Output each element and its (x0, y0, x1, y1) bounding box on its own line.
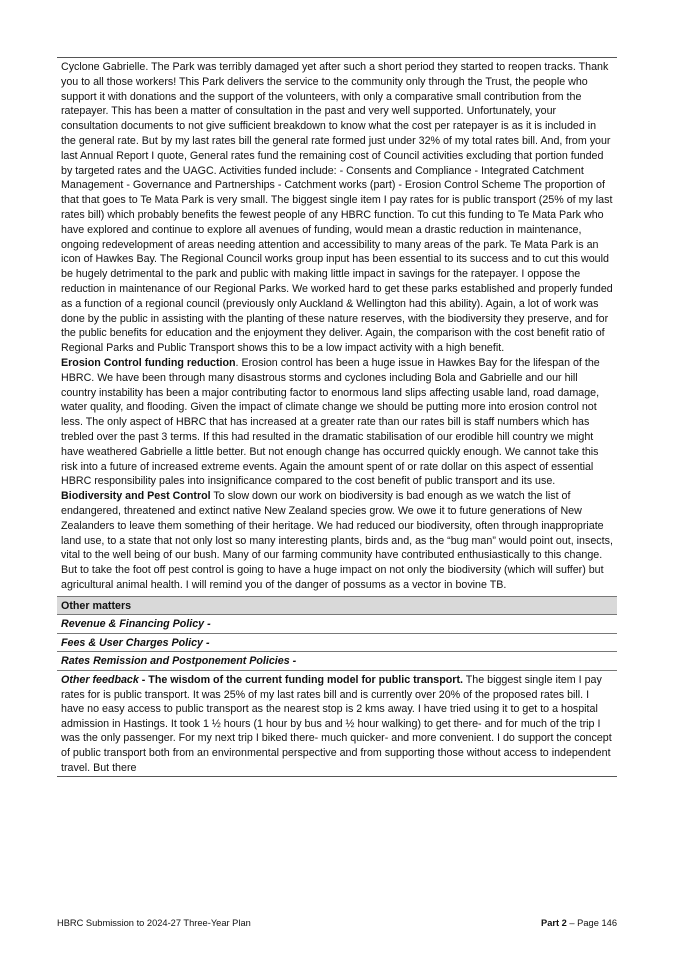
feedback-heading: - The wisdom of the current funding model for public transport. (138, 674, 463, 687)
erosion-heading: Erosion Control funding reduction (61, 356, 236, 369)
document-page (57, 57, 617, 777)
footer-part: Part 2 (541, 918, 567, 928)
feedback-text: The biggest single item I pay rates for is public transport. It was 25% of my last rates bill and is currently over 20% of the proposed rates bill. I have no easy access to public transport as the nearest stop is 2 kms away. I have tried using it to get to a hospital admission in Hastings. It took 1 ½ hours (1 hour by bus and ½ hour walking) to get there- and for much of the trip I was the only passenger. For my next trip I biked there- much quicker- and more convenient. I do support the concept of public transport both from an environmental perspective and from supporting those without access to independent travel. But there (61, 674, 612, 774)
body-paragraph-parks (61, 60, 613, 356)
bottom-rule (57, 776, 617, 777)
page-footer (57, 918, 617, 928)
table-row-fees-policy: Fees & User Charges Policy - (57, 633, 617, 652)
table-row-other-feedback (57, 670, 617, 776)
biodiversity-text: To slow down our work on biodiversity is bad enough as we watch the list of endangered, threatened and extinct native New Zealand species grow. We owe it to future generations of New Zealanders to leave them something of their heritage. We had reduced our biodiversity, often through inappropriate land use, to a state that not only lost so many interesting plants, birds and, as the “bug man” would point out, insects, vital to the well being of our bush. Many of our farming community have contributed enthusiastically to this change. But to take the foot off pest control is going to have a huge impact on not only the biodiversity (which will suffer) but agricultural animal health. I will remind you of the danger of possums as a vector in bovine TB. (61, 490, 613, 591)
table-row-revenue-policy: Revenue & Financing Policy - (57, 614, 617, 633)
biodiversity-heading: Biodiversity and Pest Control (61, 490, 211, 503)
parks-text: Cyclone Gabrielle. The Park was terribly damaged yet after such a short period they started to reopen tracks. Thank you to all those workers! This Park delivers the service to the community only through the Trust, the people who support it with donations and the support of the volunteers, with only a comparative small contribution from the ratepayer. This has been a matter of consultation in the past and very well supported. Unfortunately, your consultation documents to not give sufficient breakdown to know what the cost per ratepayer is as it is included in the general rate. But by my last rates bill the general rate formed just under 32% of my total rates bill. And, from your last Annual Report I quote, General rates fund the remaining cost of Council activities excluding that portion funded by targeted rates and the UAGC. Activities funded include: - Consents and Compliance - Integrated Catchment Management - Governance and Partnerships - Catchment works (part) - Erosion Control Scheme The proportion of that that goes to Te Mata Park is very small. The biggest single item I pay rates for is public transport (25% of my last rates bill) which probably benefits the fewest people of any HBRC function. To cut this funding to Te Mata Park who have explored and continue to explore all avenues of funding, would mean a drastic reduction in maintenance, ongoing redevelopment of areas needing attention and accessibility to many areas of the park. Te Mata Park is an icon of Hawkes Bay. The Regional Council works group input has been essential to its success and to cut this would be hugely detrimental to the park and public with making little impact in savings for the ratepayer. I oppose the reduction in maintenance of our Regional Parks. We worked hard to get these parks established and properly funded as a function of a regional council (previously only Auckland & Wellington had this ability). Again, a lot of work was done by the public in assisting with the planting of these nature reserves, with the biodiversity they preserve, and for the public benefits for education and the enjoyment they deliver. Again, the comparison with the cost benefit ratio of Regional Parks and Public Transport shows this to be a low impact activity with a high benefit. (61, 61, 613, 355)
table-row-rates-remission: Rates Remission and Postponement Policies - (57, 651, 617, 670)
footer-page: – Page 146 (566, 918, 617, 928)
feedback-title: Other feedback (61, 674, 139, 687)
body-paragraph-biodiversity (61, 489, 613, 593)
top-rule (57, 57, 617, 58)
footer-page-number (541, 918, 617, 928)
other-matters-header: Other matters (57, 596, 617, 615)
body-paragraph-erosion (61, 356, 613, 489)
footer-document-title: HBRC Submission to 2024-27 Three-Year Plan (57, 918, 251, 928)
erosion-text: . Erosion control has been a huge issue in Hawkes Bay for the lifespan of the HBRC. We have been through many disastrous storms and cyclones including Bola and Gabrielle and our hill country instability has been a major contributing factor to enormous land slips affecting usable land, road damage, water quality, and flooding. Given the impact of climate change we should be putting more into erosion control not less. The only aspect of HBRC that has increased at a greater rate than our rates bill is staff numbers which has trebled over the past 3 terms. If this had resulted in the dramatic stabilisation of our erodible hill country we might have weathered Gabrielle a little better. But not enough change has occurred quickly enough. We cannot take this risk into a future of increased extreme events. Again the amount spent of or rate dollar on this aspect of essential HBRC responsibility pales into insignificance compared to the cost benefit of public transport and its use. (61, 356, 600, 488)
